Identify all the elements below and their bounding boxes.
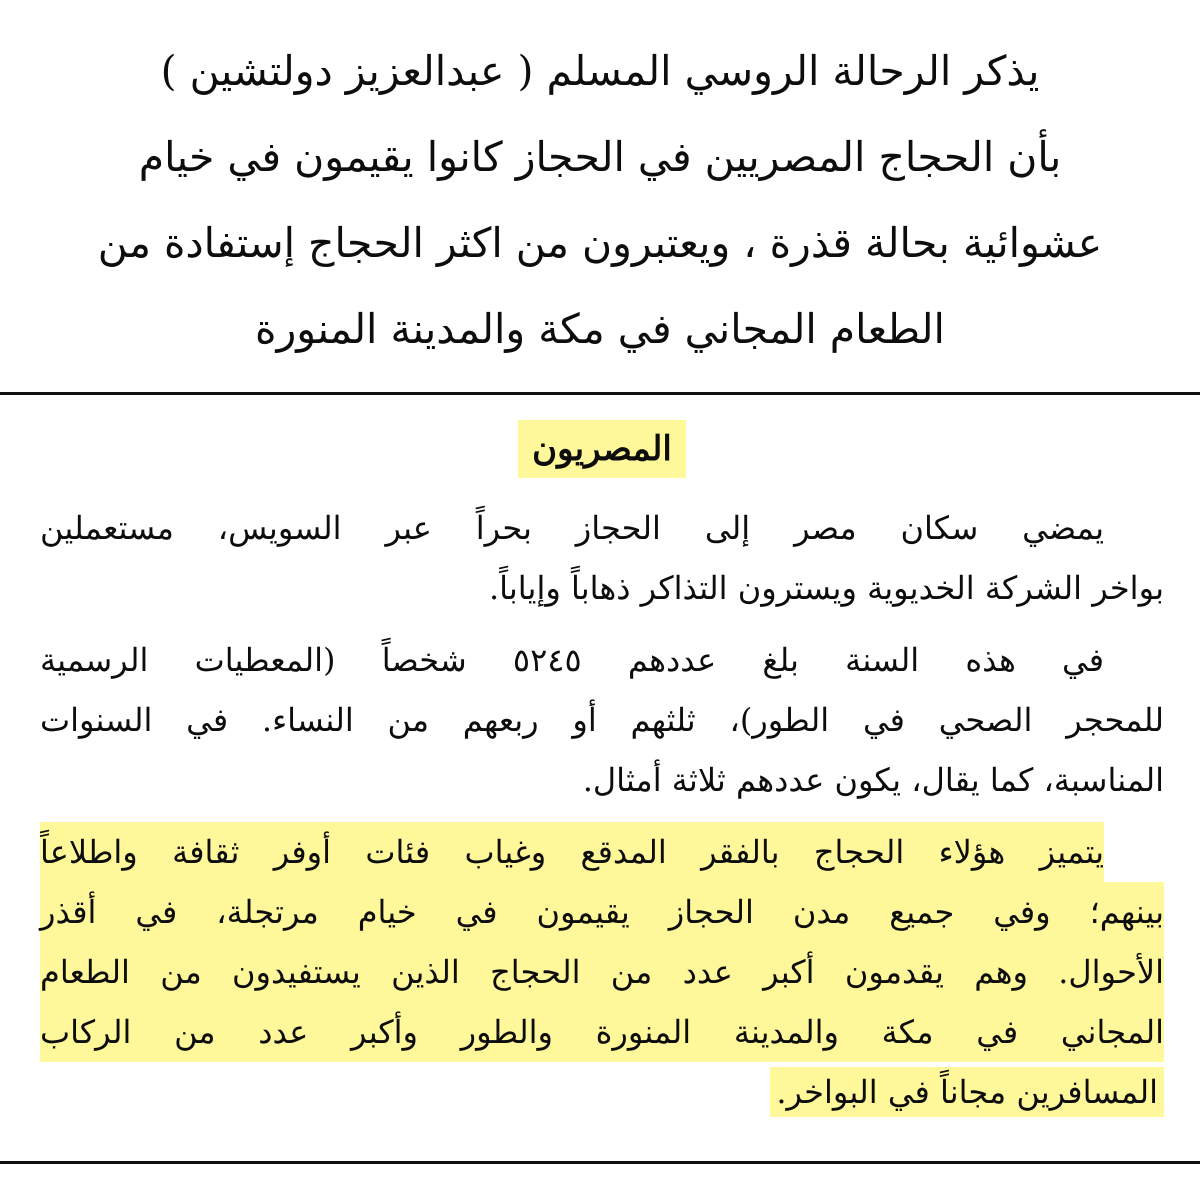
caption-line: الطعام المجاني في مكة والمدينة المنورة <box>255 305 945 353</box>
paragraph-line: في هذه السنة بلغ عددهم ٥٢٤٥ شخصاً (المعطيات الرسمية <box>40 641 1105 679</box>
paragraph-2 <box>40 630 1164 810</box>
paragraph-1 <box>40 498 1164 618</box>
paragraph-3-highlighted <box>40 822 1164 1122</box>
highlighted-line: المسافرين مجاناً في البواخر. <box>770 1067 1164 1117</box>
highlighted-line: يتميز هؤلاء الحجاج بالفقر المدقع وغياب فئات أوفر ثقافة واطلاعاً <box>40 822 1104 882</box>
paragraph-line: بواخر الشركة الخديوية ويسترون التذاكر ذهاباً وإياباً. <box>488 569 1164 607</box>
caption-line: عشوائية بحالة قذرة ، ويعتبرون من اكثر الحجاج إستفادة من <box>97 219 1103 267</box>
highlighted-line: بينهم؛ وفي جميع مدن الحجاز يقيمون في خيام مرتجلة، في أقذر <box>40 882 1164 942</box>
highlighted-line: الأحوال. وهم يقدمون أكبر عدد من الحجاج الذين يستفيدون من الطعام <box>40 942 1164 1002</box>
top-divider <box>0 392 1200 395</box>
section-heading-wrap <box>40 420 1164 478</box>
paragraph-line: للمحجر الصحي في الطور)، ثلثهم أو ربعهم من النساء. في السنوات <box>40 701 1165 739</box>
highlighted-line-wrap <box>40 1062 1164 1122</box>
caption-text-block <box>40 28 1160 374</box>
section-heading: المصريون <box>518 420 686 478</box>
paragraph-line: يمضي سكان مصر إلى الحجاز بحراً عبر السويس، مستعملين <box>40 509 1104 547</box>
bottom-divider <box>0 1161 1200 1164</box>
book-excerpt <box>40 420 1164 1150</box>
paragraph-line: المناسبة، كما يقال، يكون عددهم ثلاثة أمثال. <box>582 761 1164 799</box>
caption-line: يذكر الرحالة الروسي المسلم ( عبدالعزيز دولتشين ) <box>160 47 1040 95</box>
caption-line: بأن الحجاج المصريين في الحجاز كانوا يقيمون في خيام <box>138 133 1062 181</box>
highlighted-line: المجاني في مكة والمدينة المنورة والطور وأكبر عدد من الركاب <box>40 1002 1164 1062</box>
